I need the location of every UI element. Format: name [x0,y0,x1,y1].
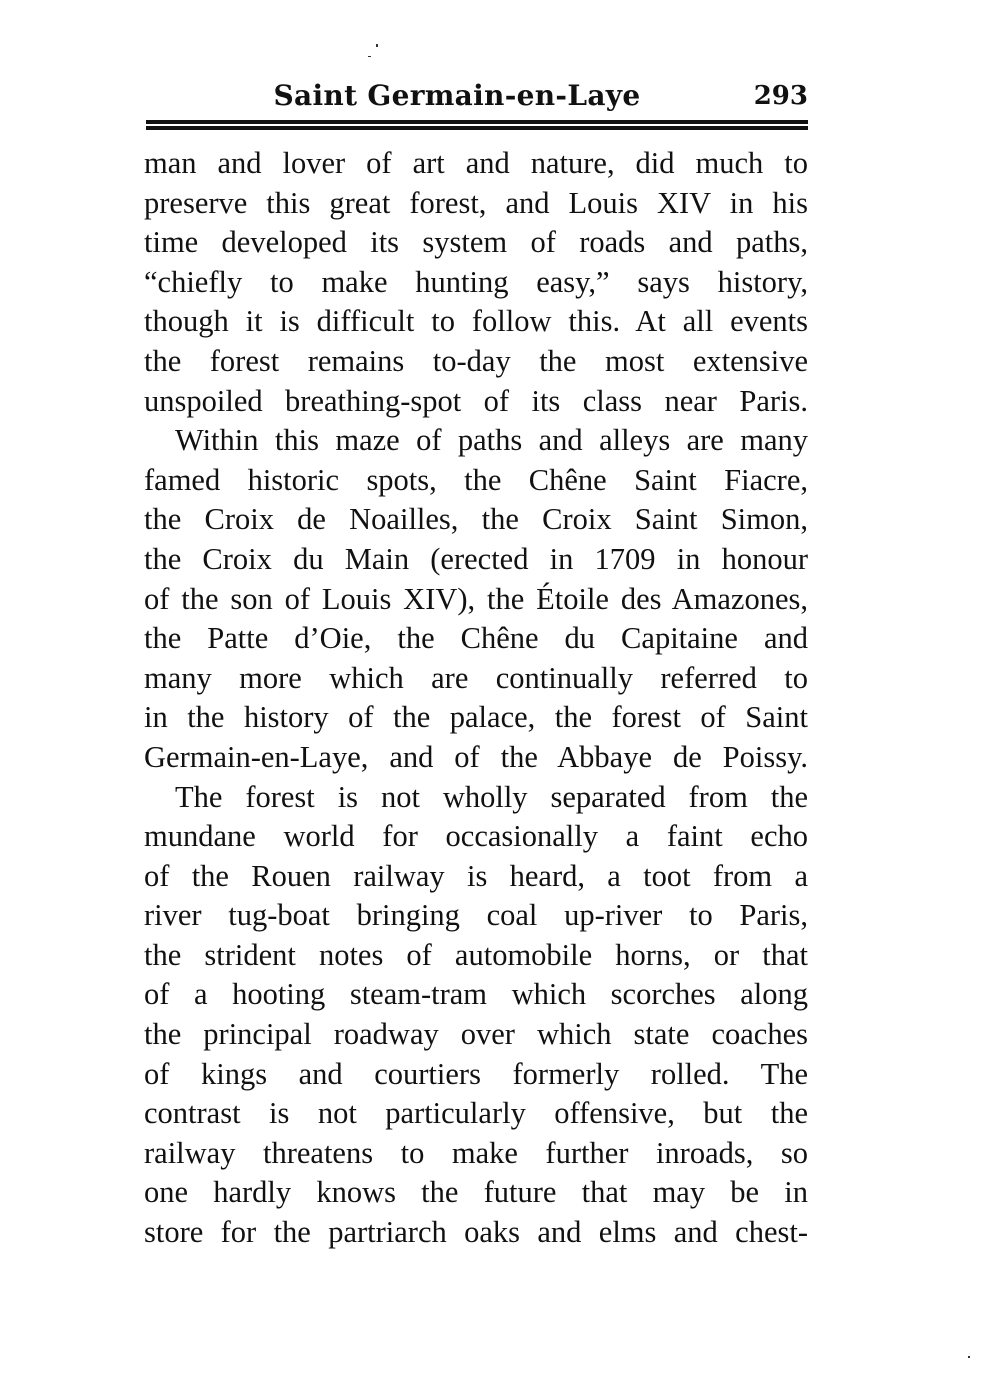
header-rule-bottom [146,126,808,130]
text-line: of a hooting steam-tram which scorches along [144,977,808,1012]
header-rule-top [146,120,808,124]
text-line: the principal roadway over which state coaches [144,1017,808,1052]
text-line: contrast is not particularly offensive, but the [144,1096,808,1131]
text-line: the forest remains to-day the most extensive [144,343,808,378]
text-line: the Croix de Noailles, the Croix Saint Simon, [144,502,808,537]
text-line: though it is difficult to follow this. At all events [144,304,808,339]
scan-speck [968,1356,970,1358]
text-line: of the Rouen railway is heard, a toot from a [144,858,808,893]
text-line: time developed its system of roads and paths, [144,225,808,260]
text-line: mundane world for occasionally a faint echo [144,819,808,854]
running-head [146,76,808,116]
page-number: 293 [753,81,808,111]
body-text [144,144,808,1253]
header-double-rule [146,120,808,130]
running-title: Saint Germain-en-Laye [273,79,641,112]
text-line: the Patte d’Oie, the Chêne du Capitaine and [144,621,808,656]
text-line: the Croix du Main (erected in 1709 in honour [144,541,808,576]
text-line: store for the partriarch oaks and elms and chest- [144,1215,808,1250]
text-line: man and lover of art and nature, did much to [144,146,808,180]
text-line: of the son of Louis XIV), the Étoile des Amazones, [144,581,808,616]
scan-speck [368,56,371,57]
text-line: one hardly knows the future that may be in [144,1175,808,1210]
text-line: in the history of the palace, the forest of Saint [144,700,808,735]
paragraph-start-line: Within this maze of paths and alleys are many [175,423,808,458]
text-line: Germain-en-Laye, and of the Abbaye de Poissy. [144,739,808,774]
text-line: unspoiled breathing-spot of its class near Paris. [144,383,808,418]
text-line: of kings and courtiers formerly rolled. The [144,1056,808,1091]
text-line: river tug-boat bringing coal up-river to Paris, [144,898,808,933]
text-line: famed historic spots, the Chêne Saint Fiacre, [144,462,808,497]
scan-speck [376,44,378,47]
text-line: “chiefly to make hunting easy,” says history, [144,264,808,299]
text-line: many more which are continually referred to [144,660,808,695]
text-line: the strident notes of automobile horns, or that [144,937,808,972]
text-line: railway threatens to make further inroads, so [144,1135,808,1170]
text-line: preserve this great forest, and Louis XIV in his [144,185,808,220]
paragraph-start-line: The forest is not wholly separated from the [175,779,808,814]
